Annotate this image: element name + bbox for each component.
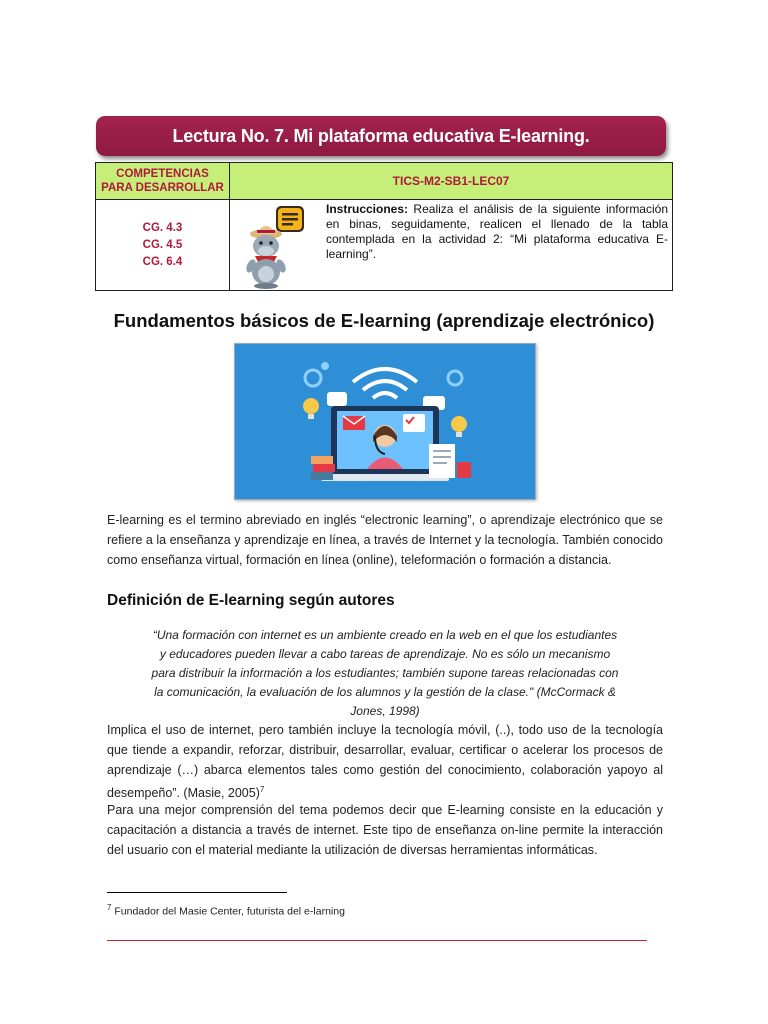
lesson-title-banner <box>96 116 666 156</box>
page-bottom-divider <box>107 940 647 941</box>
competency-item: CG. 6.4 <box>142 255 183 268</box>
lesson-title: Lectura No. 7. Mi plataforma educativa E-learning. <box>172 125 590 146</box>
footnote-separator <box>107 892 287 893</box>
competencies-list <box>96 200 230 291</box>
paragraph-definition: Para una mejor comprensión del tema podemos decir que E-learning consiste en la educación y capacitación a distancia a través de internet. Este tipo de enseñanza on-line permite la interacción del usuario con el material mediante la utilización de diversas herramientas informáticas. <box>107 803 663 857</box>
author-quote: “Una formación con internet es un ambiente creado en la web en el que los estudiantes y educadores pueden llevar a cabo tareas de aprendizaje. No es sólo un mecanismo para distribuir la información a los estudiantes; también supone tareas relacionadas con la comunicación, la evaluación de los alumnos y la gestión de la clase." (McCormack & Jones, 1998) <box>151 628 619 718</box>
competencies-table <box>95 162 673 291</box>
intro-paragraph: E-learning es el termino abreviado en inglés “electronic learning”, o aprendizaje electrónico que se refiere a la enseñanza y aprendizaje en línea, a través de Internet y la tecnología. También conocido como enseñanza virtual, formación en línea (online), teleformación o formación a distancia. <box>107 513 663 567</box>
manatee-mascot-icon <box>230 200 326 290</box>
footnote-reference: 7 <box>259 785 265 794</box>
instructions-text: Instrucciones: Realiza el análisis de la siguiente información en binas, seguidamente, realicen el llenado de la tabla contemplada en la actividad 2: “Mi plataforma educativa E-learning”. <box>326 202 668 261</box>
lesson-code: TICS-M2-SB1-LEC07 <box>230 163 673 200</box>
footnote: $^7$ Fundador del Masie Center, futurista del e-larning <box>107 903 345 918</box>
competencies-header: COMPETENCIAS PARA DESARROLLAR <box>96 163 230 200</box>
competency-item: CG. 4.5 <box>142 238 183 251</box>
e-learning-illustration <box>234 343 536 500</box>
instructions-cell <box>230 200 673 291</box>
table-body-row <box>96 200 673 291</box>
section-title: Fundamentos básicos de E-learning (aprendizaje electrónico) <box>113 310 655 331</box>
competency-item: CG. 4.3 <box>142 221 183 234</box>
table-header-row <box>96 163 673 200</box>
paragraph-masie: Implica el uso de internet, pero también incluye la tecnología móvil, (..), todo uso de la tecnología que tiende a expandir, reforzar, distribuir, desarrollar, evaluar, certificar o acelerar los procesos de aprendizaje (…) abarca elementos tales como gestión del conocimiento, colaboración yapoyo al desempeño”. (Masie, 2005)$^7$ <box>107 723 663 801</box>
definition-title: Definición de E-learning según autores <box>107 592 395 609</box>
